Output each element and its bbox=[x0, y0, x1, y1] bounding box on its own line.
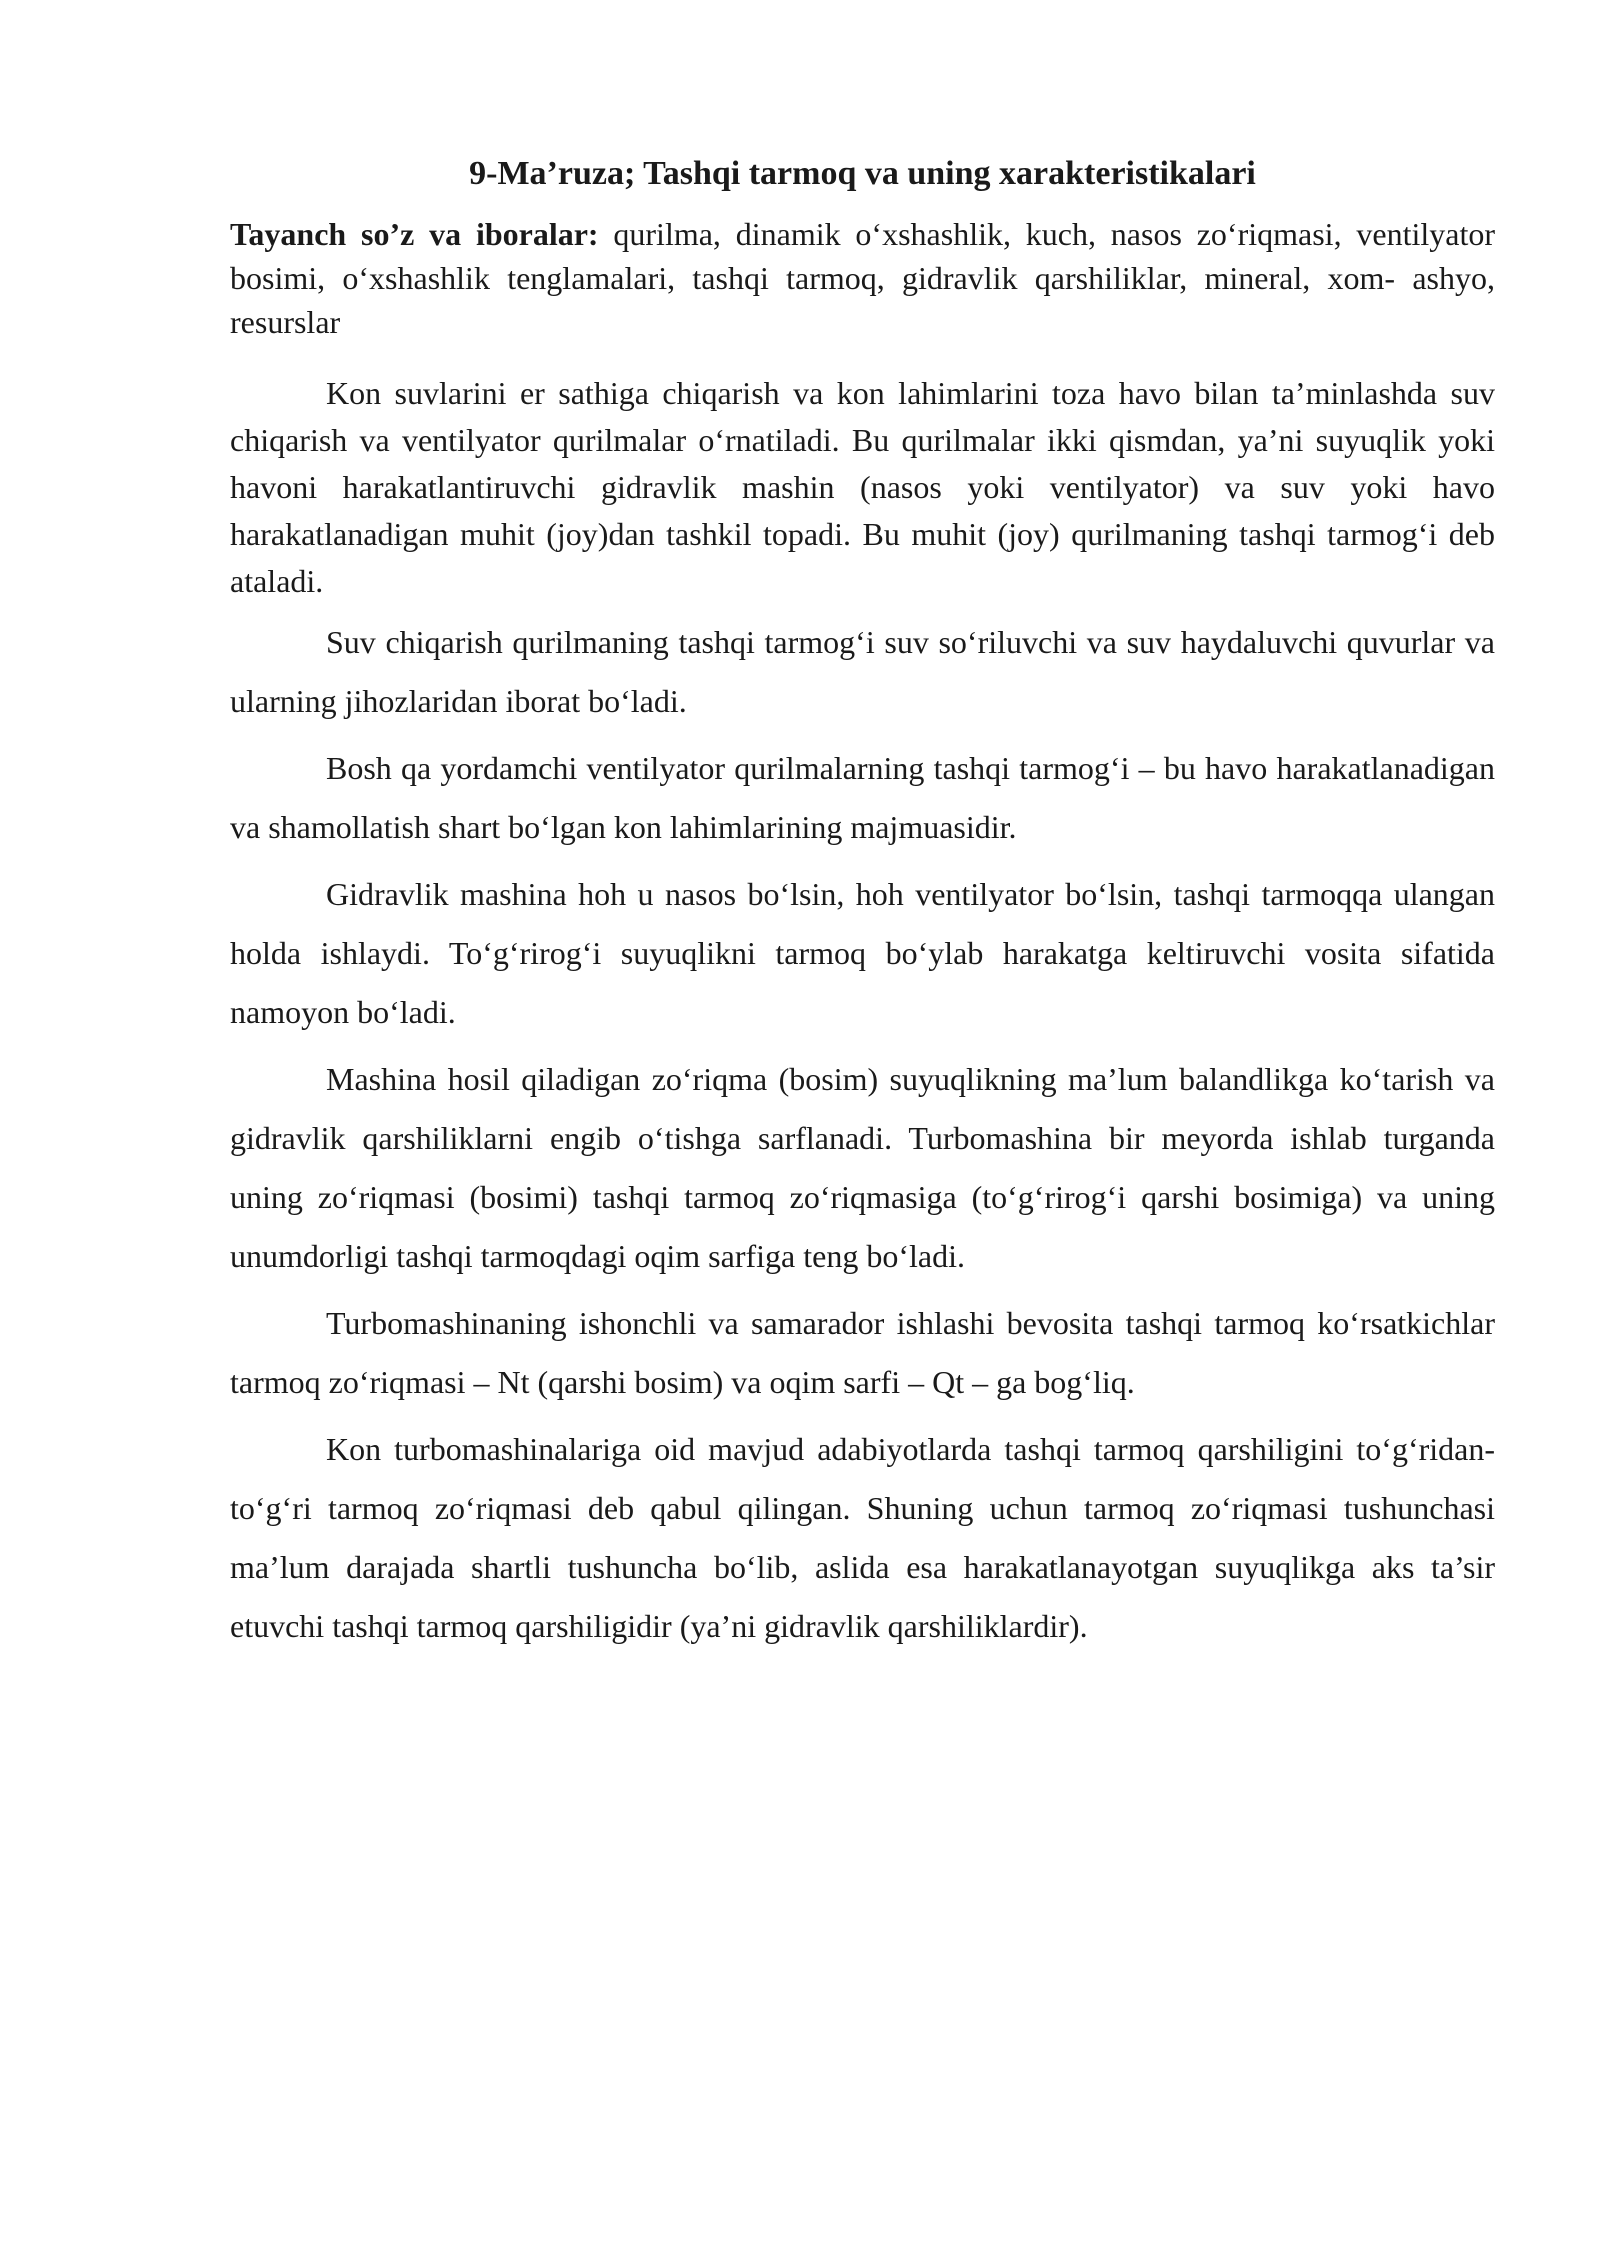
paragraph-7: Kon turbomashinalariga oid mavjud adabiyotlarda tashqi tarmoq qarshiligini to‘g‘ridan-to‘g‘ri tarmoq zo‘riqmasi deb qabul qilingan. Shuning uchun tarmoq zo‘riqmasi tushunchasi ma’lum darajada shartli tushuncha bo‘lib, aslida esa harakatlanayotgan suyuqlikga aks ta’sir etuvchi tashqi tarmoq qarshiligidir (ya’ni gidravlik qarshiliklardir). bbox=[230, 1431, 1495, 1644]
keywords-label: Tayanch so’z va iboralar: bbox=[230, 216, 599, 252]
document-page bbox=[230, 150, 1495, 1656]
body-text bbox=[230, 370, 1495, 1656]
paragraph-4: Gidravlik mashina hoh u nasos bo‘lsin, hoh ventilyator bo‘lsin, tashqi tarmoqqa ulangan holda ishlaydi. To‘g‘rirog‘i suyuqlikni tarmoq bo‘ylab harakatga keltiruvchi vosita sifatida namoyon bo‘ladi. bbox=[230, 876, 1495, 1030]
paragraph-3: Bosh qa yordamchi ventilyator qurilmalarning tashqi tarmog‘i – bu havo harakatlanadigan va shamollatish shart bo‘lgan kon lahimlarining majmuasidir. bbox=[230, 750, 1495, 845]
paragraph-6: Turbomashinaning ishonchli va samarador ishlashi bevosita tashqi tarmoq ko‘rsatkichlar tarmoq zo‘riqmasi – Nt (qarshi bosim) va oqim sarfi – Qt – ga bog‘liq. bbox=[230, 1305, 1495, 1400]
page-title: 9-Ma’ruza; Tashqi tarmoq va uning xarakteristikalari bbox=[469, 155, 1256, 192]
keywords-text: qurilma, dinamik o‘xshashlik, kuch, nasos zo‘riqmasi, ventilyator bosimi, o‘xshashlik tenglamalari, tashqi tarmoq, gidravlik qarshiliklar, mineral, xom- ashyo, resurslar bbox=[230, 216, 1496, 340]
keywords-block bbox=[230, 212, 1495, 344]
paragraph-5: Mashina hosil qiladigan zo‘riqma (bosim) suyuqlikning ma’lum balandlikga ko‘tarish va gidravlik qarshiliklarni engib o‘tishga sarflanadi. Turbomashina bir meyorda ishlab turganda uning zo‘riqmasi (bosimi) tashqi tarmoq zo‘riqmasiga (to‘g‘rirog‘i qarshi bosimiga) va uning unumdorligi tashqi tarmoqdagi oqim sarfiga teng bo‘ladi. bbox=[230, 1061, 1495, 1274]
paragraph-2: Suv chiqarish qurilmaning tashqi tarmog‘i suv so‘riluvchi va suv haydaluvchi quvurlar va ularning jihozlaridan iborat bo‘ladi. bbox=[230, 624, 1495, 719]
paragraph-1: Kon suvlarini er sathiga chiqarish va kon lahimlarini toza havo bilan ta’minlashda suv chiqarish va ventilyator qurilmalar o‘rnatiladi. Bu qurilmalar ikki qismdan, ya’ni suyuqlik yoki havoni harakatlantiruvchi gidravlik mashin (nasos yoki ventilyator) va suv yoki havo harakatlanadigan muhit (joy)dan tashkil topadi. Bu muhit (joy) qurilmaning tashqi tarmog‘i deb ataladi. bbox=[230, 375, 1495, 599]
